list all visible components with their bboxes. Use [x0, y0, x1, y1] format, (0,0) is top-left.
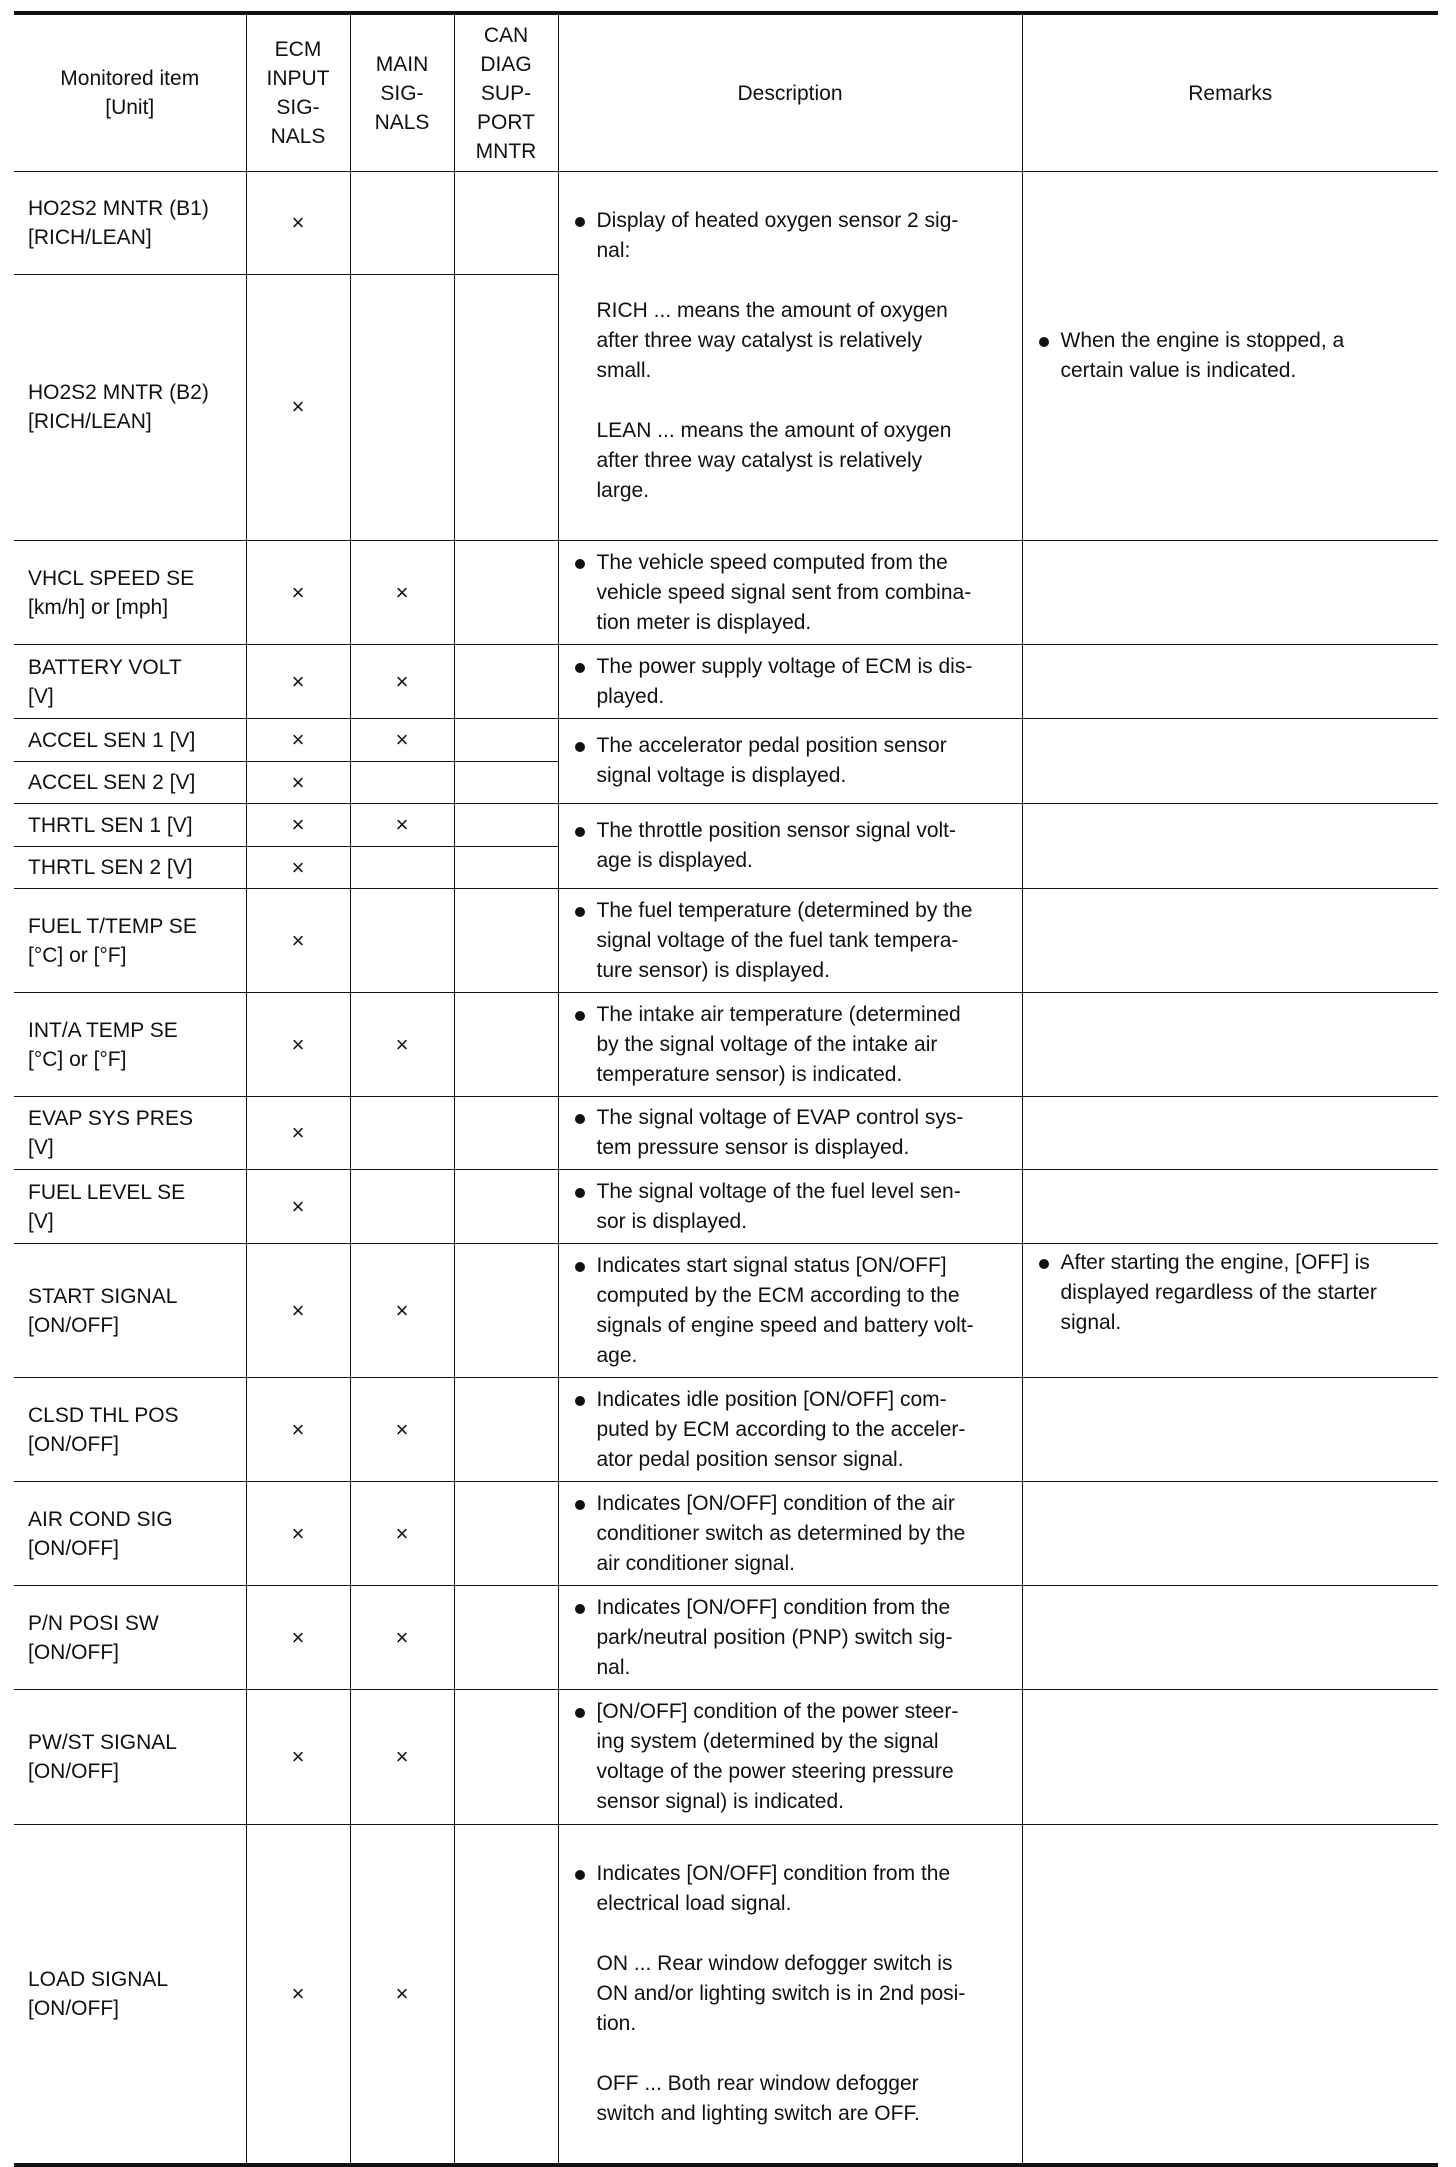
pwst-bullet: [ON/OFF] condition of the power steer- ing system (determined by the signal voltage of the power steering pressure sensor signal) is indicated. [573, 1697, 1014, 1817]
empty-cell [350, 847, 454, 889]
empty-cell [454, 1244, 558, 1378]
table-row-clsd-thl-pos [14, 1378, 1438, 1482]
remarks-empty [1022, 541, 1438, 645]
item-accel-sen-2: ACCEL SEN 2 [V] [14, 762, 246, 804]
mark-ecm: × [246, 1482, 350, 1586]
table-row-load-signal [14, 1825, 1438, 2166]
remarks-ho2s2 [1022, 172, 1438, 541]
aircond-bullet: Indicates [ON/OFF] condition of the air conditioner switch as determined by the air conditioner signal. [573, 1489, 1014, 1579]
description-pn-posi-sw [558, 1586, 1022, 1690]
item-clsd-thl-pos: CLSD THL POS [ON/OFF] [14, 1378, 246, 1482]
item-vhcl-speed-se: VHCL SPEED SE [km/h] or [mph] [14, 541, 246, 645]
item-thrtl-sen-2: THRTL SEN 2 [V] [14, 847, 246, 889]
empty-cell [454, 804, 558, 847]
empty-cell [350, 172, 454, 275]
table-row-accel-sen-1 [14, 719, 1438, 762]
remarks-empty [1022, 1097, 1438, 1170]
mark-main: × [350, 719, 454, 762]
mark-ecm: × [246, 719, 350, 762]
accel-bullet: The accelerator pedal position sensor signal voltage is displayed. [573, 731, 1014, 791]
empty-cell [350, 1097, 454, 1170]
load-on-text: ON ... Rear window defogger switch is ON and/or lighting switch is in 2nd posi- tion. [596, 1952, 966, 2035]
load-bullet: Indicates [ON/OFF] condition from the electrical load signal. [573, 1859, 1014, 1919]
table-row-pw-st-signal [14, 1690, 1438, 1825]
header-main-signals: MAIN SIG- NALS [350, 13, 454, 172]
item-ho2s2-mntr-b2: HO2S2 MNTR (B2) [RICH/LEAN] [14, 274, 246, 540]
empty-cell [454, 762, 558, 804]
item-thrtl-sen-1: THRTL SEN 1 [V] [14, 804, 246, 847]
inta-temp-bullet: The intake air temperature (determined by the signal voltage of the intake air temperature sensor) is indicated. [573, 1000, 1014, 1090]
remarks-start-signal [1022, 1244, 1438, 1378]
description-fuel-level [558, 1170, 1022, 1244]
remarks-empty [1022, 1825, 1438, 2166]
remarks-empty [1022, 1690, 1438, 1825]
table-row-air-cond-sig [14, 1482, 1438, 1586]
mark-ecm: × [246, 172, 350, 275]
mark-main: × [350, 1690, 454, 1825]
empty-cell [454, 1482, 558, 1586]
start-remark: After starting the engine, [OFF] is displayed regardless of the starter signal. [1037, 1248, 1431, 1338]
remarks-empty [1022, 804, 1438, 889]
pn-bullet: Indicates [ON/OFF] condition from the park/neutral position (PNP) switch sig- nal. [573, 1593, 1014, 1683]
mark-main: × [350, 1482, 454, 1586]
ho2s2-remark: When the engine is stopped, a certain value is indicated. [1037, 326, 1431, 386]
item-fuel-t-temp-se: FUEL T/TEMP SE [°C] or [°F] [14, 889, 246, 993]
mark-ecm: × [246, 274, 350, 540]
empty-cell [350, 1170, 454, 1244]
mark-main: × [350, 1378, 454, 1482]
fuel-level-bullet: The signal voltage of the fuel level sen- sor is displayed. [573, 1177, 1014, 1237]
mark-ecm: × [246, 1244, 350, 1378]
item-load-signal: LOAD SIGNAL [ON/OFF] [14, 1825, 246, 2166]
empty-cell [454, 1586, 558, 1690]
mark-main: × [350, 1244, 454, 1378]
empty-cell [454, 541, 558, 645]
description-battery-volt [558, 645, 1022, 719]
fuel-temp-bullet: The fuel temperature (determined by the signal voltage of the fuel tank tempera- ture sensor) is displayed. [573, 896, 1014, 986]
empty-cell [454, 274, 558, 540]
header-can-diag-support-mntr: CAN DIAG SUP- PORT MNTR [454, 13, 558, 172]
table-row-fuel-level [14, 1170, 1438, 1244]
remarks-empty [1022, 719, 1438, 804]
item-start-signal: START SIGNAL [ON/OFF] [14, 1244, 246, 1378]
empty-cell [350, 889, 454, 993]
item-evap-sys-pres: EVAP SYS PRES [V] [14, 1097, 246, 1170]
evap-bullet: The signal voltage of EVAP control sys- tem pressure sensor is displayed. [573, 1103, 1014, 1163]
mark-ecm: × [246, 993, 350, 1097]
empty-cell [454, 719, 558, 762]
mark-ecm: × [246, 847, 350, 889]
table-row-vhcl-speed [14, 541, 1438, 645]
table-row-int-a-temp [14, 993, 1438, 1097]
remarks-empty [1022, 889, 1438, 993]
description-vhcl-speed [558, 541, 1022, 645]
mark-main: × [350, 993, 454, 1097]
description-evap-sys-pres [558, 1097, 1022, 1170]
mark-main: × [350, 645, 454, 719]
header-monitored-item: Monitored item [Unit] [14, 13, 246, 172]
mark-ecm: × [246, 1378, 350, 1482]
mark-ecm: × [246, 1586, 350, 1690]
remarks-empty [1022, 1170, 1438, 1244]
remarks-empty [1022, 1482, 1438, 1586]
empty-cell [454, 889, 558, 993]
mark-ecm: × [246, 762, 350, 804]
load-off-text: OFF ... Both rear window defogger switch and lighting switch are OFF. [596, 2072, 920, 2125]
remarks-empty [1022, 993, 1438, 1097]
item-pn-posi-sw: P/N POSI SW [ON/OFF] [14, 1586, 246, 1690]
empty-cell [454, 1097, 558, 1170]
clsd-bullet: Indicates idle position [ON/OFF] com- puted by ECM according to the acceler- ator pedal position sensor signal. [573, 1385, 1014, 1475]
mark-ecm: × [246, 1097, 350, 1170]
empty-cell [350, 762, 454, 804]
item-air-cond-sig: AIR COND SIG [ON/OFF] [14, 1482, 246, 1586]
header-description: Description [558, 13, 1022, 172]
item-pw-st-signal: PW/ST SIGNAL [ON/OFF] [14, 1690, 246, 1825]
ho2s2-rich-text: RICH ... means the amount of oxygen after three way catalyst is relatively small. [596, 299, 948, 382]
mark-ecm: × [246, 1170, 350, 1244]
empty-cell [454, 1170, 558, 1244]
description-pw-st-signal [558, 1690, 1022, 1825]
table-row-pn-posi-sw [14, 1586, 1438, 1690]
remarks-empty [1022, 1586, 1438, 1690]
empty-cell [454, 1825, 558, 2166]
item-battery-volt: BATTERY VOLT [V] [14, 645, 246, 719]
remarks-empty [1022, 645, 1438, 719]
header-row [14, 13, 1438, 172]
table-row-fuel-t-temp [14, 889, 1438, 993]
mark-ecm: × [246, 889, 350, 993]
mark-main: × [350, 804, 454, 847]
table-row-ho2s2-b1 [14, 172, 1438, 275]
mark-ecm: × [246, 804, 350, 847]
table-row-start-signal [14, 1244, 1438, 1378]
description-thrtl-sen [558, 804, 1022, 889]
empty-cell [454, 172, 558, 275]
mark-main: × [350, 1586, 454, 1690]
item-ho2s2-mntr-b1: HO2S2 MNTR (B1) [RICH/LEAN] [14, 172, 246, 275]
battery-bullet: The power supply voltage of ECM is dis- played. [573, 652, 1014, 712]
description-air-cond-sig [558, 1482, 1022, 1586]
empty-cell [454, 645, 558, 719]
mark-ecm: × [246, 1690, 350, 1825]
vhcl-speed-bullet: The vehicle speed computed from the vehicle speed signal sent from combina- tion meter is displayed. [573, 548, 1014, 638]
description-clsd-thl-pos [558, 1378, 1022, 1482]
mark-ecm: × [246, 1825, 350, 2166]
mark-main: × [350, 541, 454, 645]
description-ho2s2 [558, 172, 1022, 541]
monitored-items-table [14, 11, 1438, 2167]
item-fuel-level-se: FUEL LEVEL SE [V] [14, 1170, 246, 1244]
mark-ecm: × [246, 541, 350, 645]
empty-cell [454, 993, 558, 1097]
empty-cell [454, 1378, 558, 1482]
remarks-empty [1022, 1378, 1438, 1482]
description-load-signal [558, 1825, 1022, 2166]
table-row-battery-volt [14, 645, 1438, 719]
description-fuel-t-temp [558, 889, 1022, 993]
thrtl-bullet: The throttle position sensor signal volt- age is displayed. [573, 816, 1014, 876]
header-ecm-input-signals: ECM INPUT SIG- NALS [246, 13, 350, 172]
mark-ecm: × [246, 645, 350, 719]
description-start-signal [558, 1244, 1022, 1378]
table-row-thrtl-sen-1 [14, 804, 1438, 847]
ho2s2-bullet: Display of heated oxygen sensor 2 sig- nal: [573, 206, 1014, 266]
empty-cell [454, 847, 558, 889]
item-accel-sen-1: ACCEL SEN 1 [V] [14, 719, 246, 762]
empty-cell [454, 1690, 558, 1825]
empty-cell [350, 274, 454, 540]
header-remarks: Remarks [1022, 13, 1438, 172]
item-int-a-temp-se: INT/A TEMP SE [°C] or [°F] [14, 993, 246, 1097]
description-accel-sen [558, 719, 1022, 804]
start-bullet: Indicates start signal status [ON/OFF] computed by the ECM according to the signals of engine speed and battery volt- age. [573, 1251, 1014, 1371]
description-int-a-temp [558, 993, 1022, 1097]
mark-main: × [350, 1825, 454, 2166]
ho2s2-lean-text: LEAN ... means the amount of oxygen after three way catalyst is relatively large. [596, 419, 952, 502]
table-row-evap-sys-pres [14, 1097, 1438, 1170]
